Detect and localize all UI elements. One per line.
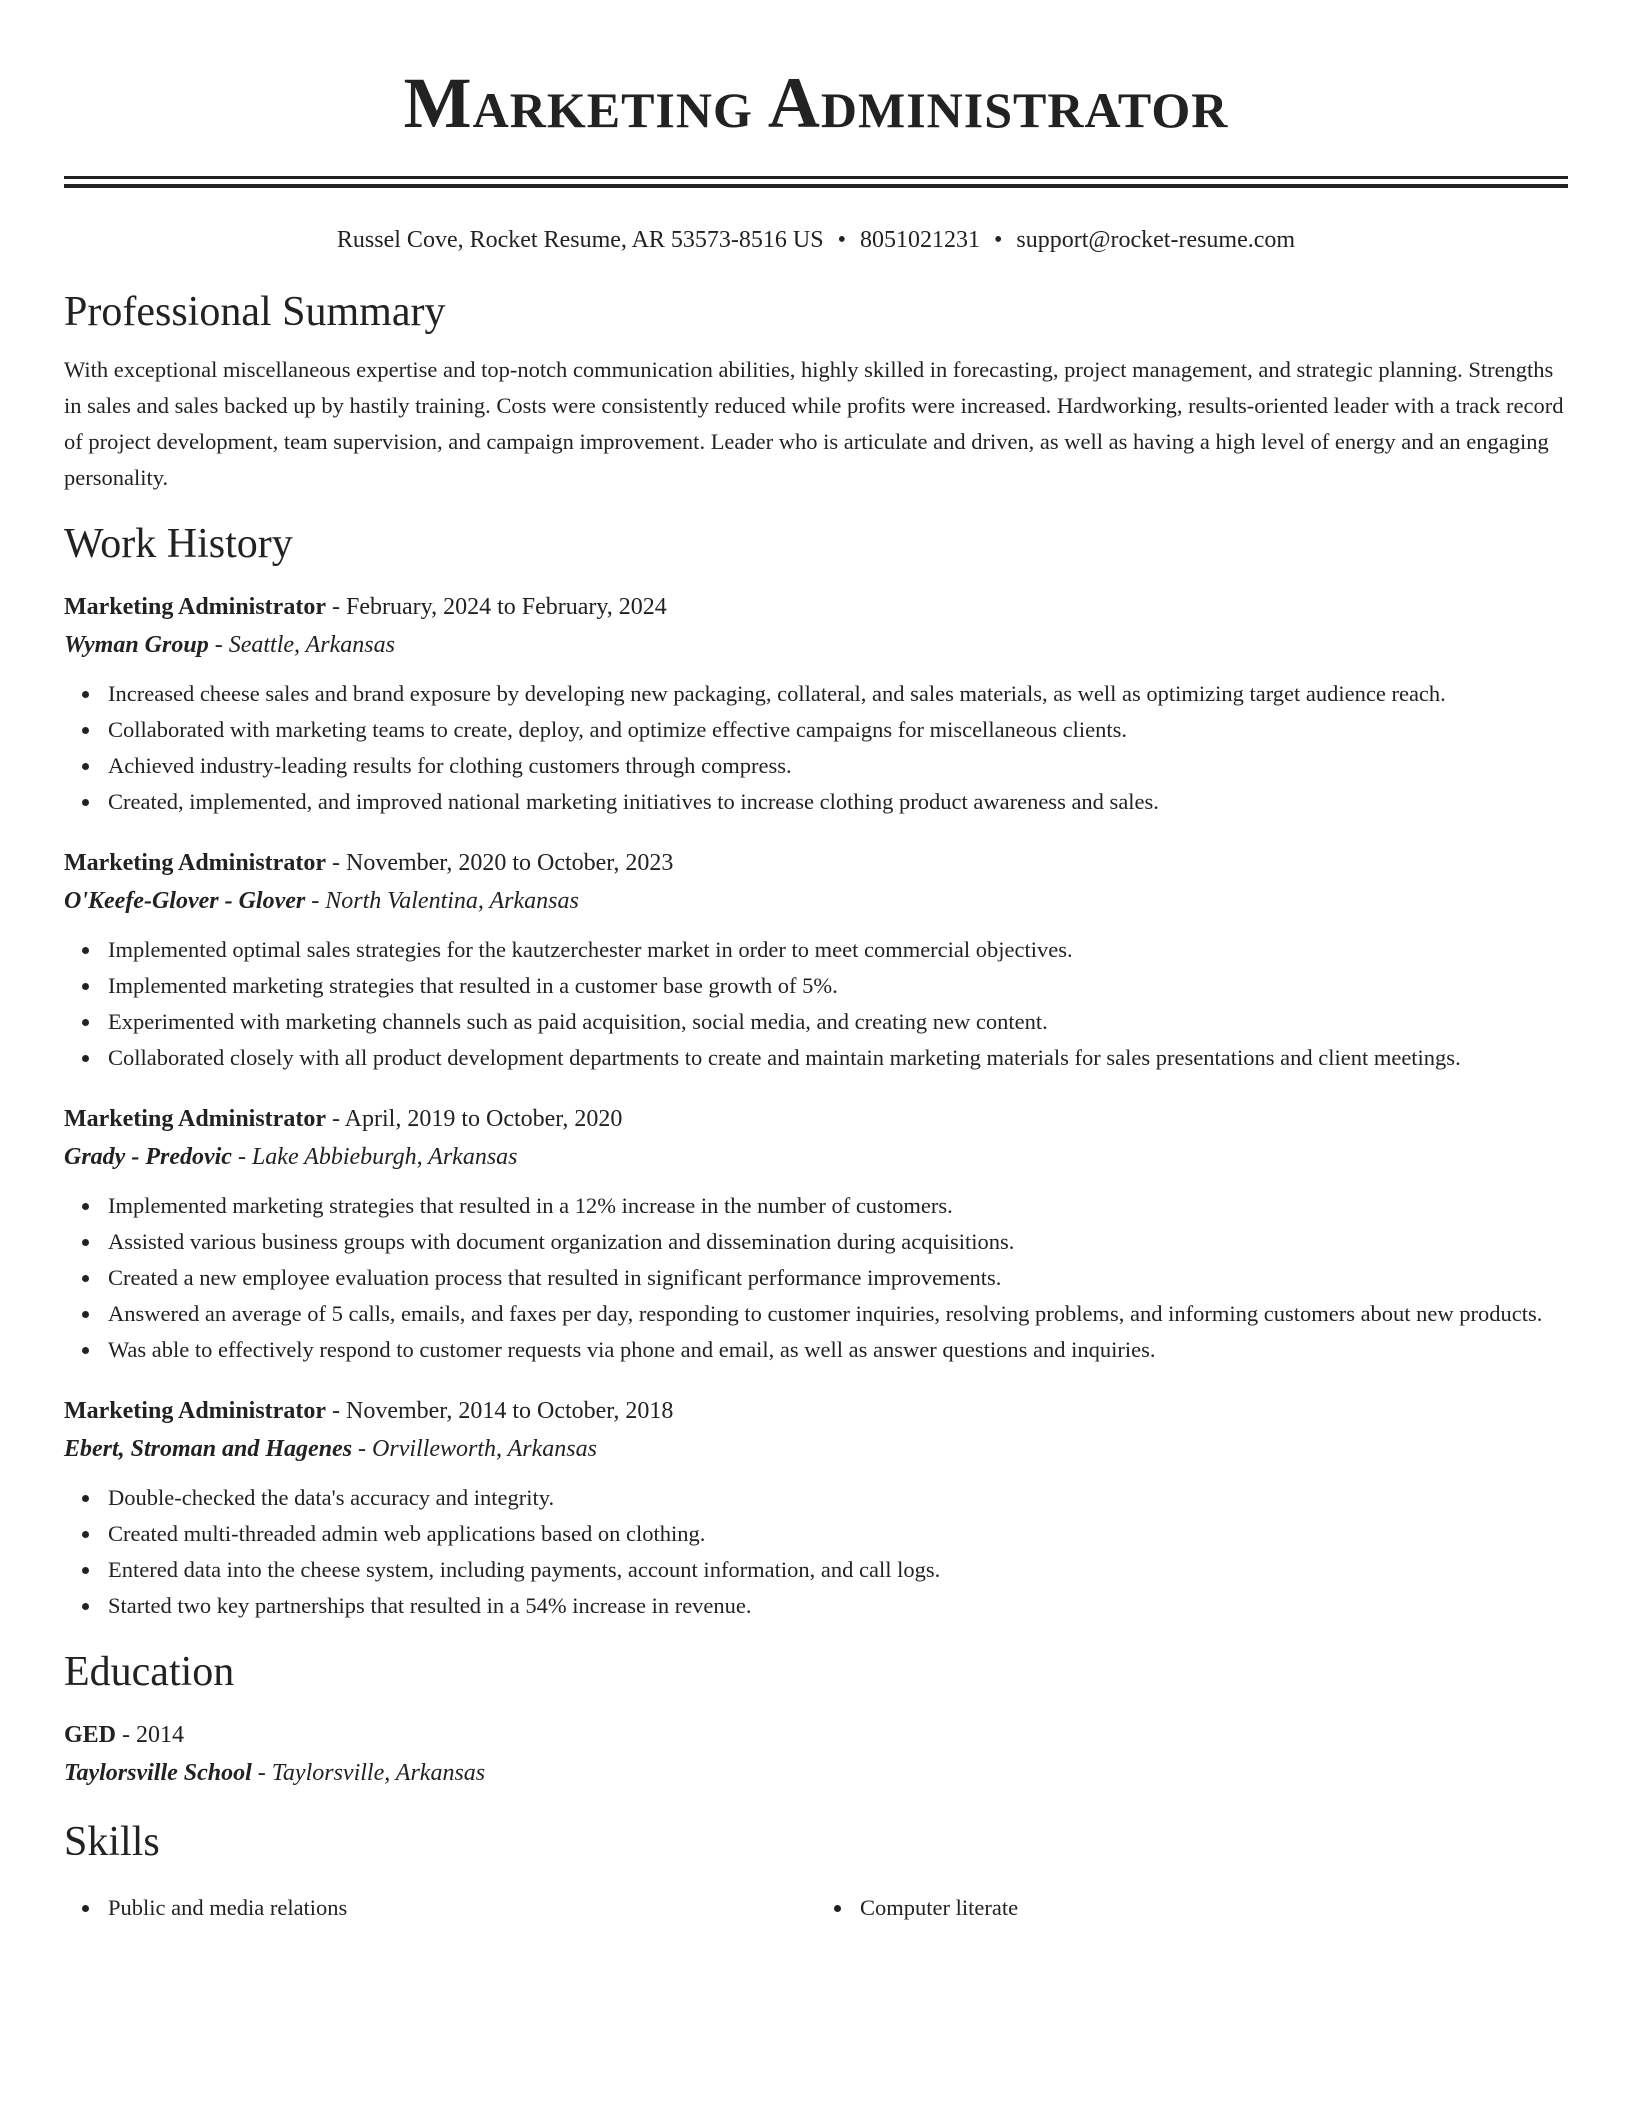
job-bullets [64, 1188, 1568, 1368]
job-title-line [64, 844, 1568, 882]
contact-email: support@rocket-resume.com [1016, 227, 1296, 253]
education-entry [64, 1716, 1568, 1792]
job-title-line [64, 588, 1568, 626]
company-line [64, 1138, 1568, 1176]
job-bullet: Implemented marketing strategies that resulted in a customer base growth of 5%. [108, 968, 1568, 1004]
job-bullet: Experimented with marketing channels such as paid acquisition, social media, and creating new content. [108, 1004, 1568, 1040]
job-title: Marketing Administrator [64, 1106, 326, 1132]
job-bullet: Started two key partnerships that resulted in a 54% increase in revenue. [108, 1588, 1568, 1624]
company-name: Wyman Group [64, 632, 209, 658]
job-bullets [64, 676, 1568, 820]
job-bullet: Created a new employee evaluation process that resulted in significant performance improvements. [108, 1260, 1568, 1296]
company-location: North Valentina, Arkansas [325, 888, 579, 914]
school-line [64, 1754, 1568, 1792]
company-location: Orvilleworth, Arkansas [372, 1436, 597, 1462]
skill-item: Public and media relations [108, 1890, 816, 1926]
job-dash: - [325, 1398, 346, 1424]
job-bullet: Double-checked the data's accuracy and integrity. [108, 1480, 1568, 1516]
skills-column-left [64, 1890, 816, 1926]
contact-separator: • [837, 227, 846, 253]
job-title: Marketing Administrator [64, 850, 326, 876]
company-name: Grady - Predovic [64, 1144, 232, 1170]
company-dash: - [305, 888, 326, 914]
skills-column-right [816, 1890, 1568, 1926]
company-location: Lake Abbieburgh, Arkansas [251, 1144, 518, 1170]
job-title-line [64, 1392, 1568, 1430]
degree-line [64, 1716, 1568, 1754]
job-dates: April, 2019 to October, 2020 [344, 1106, 623, 1132]
company-line [64, 626, 1568, 664]
skill-item: Computer literate [860, 1890, 1568, 1926]
degree-year: 2014 [136, 1722, 185, 1748]
job-bullet: Collaborated closely with all product development departments to create and maintain marketing materials for sales presentations and client meetings. [108, 1040, 1568, 1076]
job-title: Marketing Administrator [64, 594, 326, 620]
job-bullet: Implemented optimal sales strategies for the kautzerchester market in order to meet commercial objectives. [108, 932, 1568, 968]
job-entry [64, 844, 1568, 1076]
job-entry [64, 1392, 1568, 1624]
contact-address: Russel Cove, Rocket Resume, AR 53573-8516 US [336, 227, 824, 253]
skills-heading: Skills [64, 1819, 160, 1865]
skills-list [64, 1878, 1568, 1926]
education-heading: Education [64, 1649, 235, 1695]
title-divider-thin [64, 176, 1568, 179]
job-bullet: Assisted various business groups with document organization and dissemination during acquisitions. [108, 1224, 1568, 1260]
company-dash: - [352, 1436, 373, 1462]
contact-line [64, 224, 1568, 256]
company-dash: - [231, 1144, 252, 1170]
job-title-line [64, 1100, 1568, 1138]
job-bullet: Created, implemented, and improved national marketing initiatives to increase clothing product awareness and sales. [108, 784, 1568, 820]
job-dates: November, 2014 to October, 2018 [345, 1398, 674, 1424]
job-title: Marketing Administrator [64, 1398, 326, 1424]
school-name: Taylorsville School [64, 1760, 252, 1786]
job-entry [64, 1100, 1568, 1368]
job-bullet: Created multi-threaded admin web applications based on clothing. [108, 1516, 1568, 1552]
school-location: Taylorsville, Arkansas [271, 1760, 486, 1786]
work-history-heading: Work History [64, 521, 293, 567]
job-bullet: Implemented marketing strategies that resulted in a 12% increase in the number of customers. [108, 1188, 1568, 1224]
school-dash: - [251, 1760, 272, 1786]
degree: GED [64, 1722, 117, 1748]
degree-dash: - [116, 1722, 137, 1748]
company-name: O'Keefe-Glover - Glover [64, 888, 306, 914]
job-entry [64, 588, 1568, 820]
job-bullet: Was able to effectively respond to customer requests via phone and email, as well as answer questions and inquiries. [108, 1332, 1568, 1368]
job-dash: - [325, 594, 346, 620]
job-bullet: Increased cheese sales and brand exposure by developing new packaging, collateral, and sales materials, as well as optimizing target audience reach. [108, 676, 1568, 712]
job-dates: February, 2024 to February, 2024 [345, 594, 667, 620]
job-bullet: Answered an average of 5 calls, emails, and faxes per day, responding to customer inquiries, resolving problems, and informing customers about new products. [108, 1296, 1568, 1332]
job-bullet: Collaborated with marketing teams to create, deploy, and optimize effective campaigns for miscellaneous clients. [108, 712, 1568, 748]
contact-separator: • [993, 227, 1003, 253]
company-line [64, 1430, 1568, 1468]
company-location: Seattle, Arkansas [228, 632, 395, 658]
company-line [64, 882, 1568, 920]
job-bullets [64, 1480, 1568, 1624]
summary-heading: Professional Summary [64, 289, 446, 335]
contact-phone: 8051021231 [859, 227, 980, 253]
company-dash: - [208, 632, 229, 658]
title-divider-thick [64, 184, 1568, 188]
job-dates: November, 2020 to October, 2023 [345, 850, 674, 876]
resume-title: Marketing Administrator [403, 63, 1229, 143]
summary-text: With exceptional miscellaneous expertise and top-notch communication abilities, highly skilled in forecasting, project management, and strategic planning. Strengths in sales and sales backed up by hastily training. Costs were consistently reduced while profits were increased. Hardworking, results-oriented leader with a track record of project development, team supervision, and campaign improvement. Leader who is articulate and driven, as well as having a high level of energy and an engaging personality. [64, 357, 1564, 490]
job-bullet: Entered data into the cheese system, including payments, account information, and call logs. [108, 1552, 1568, 1588]
company-name: Ebert, Stroman and Hagenes [64, 1436, 353, 1462]
job-dash: - [325, 1106, 345, 1132]
job-bullet: Achieved industry-leading results for clothing customers through compress. [108, 748, 1568, 784]
job-bullets [64, 932, 1568, 1076]
job-dash: - [325, 850, 346, 876]
